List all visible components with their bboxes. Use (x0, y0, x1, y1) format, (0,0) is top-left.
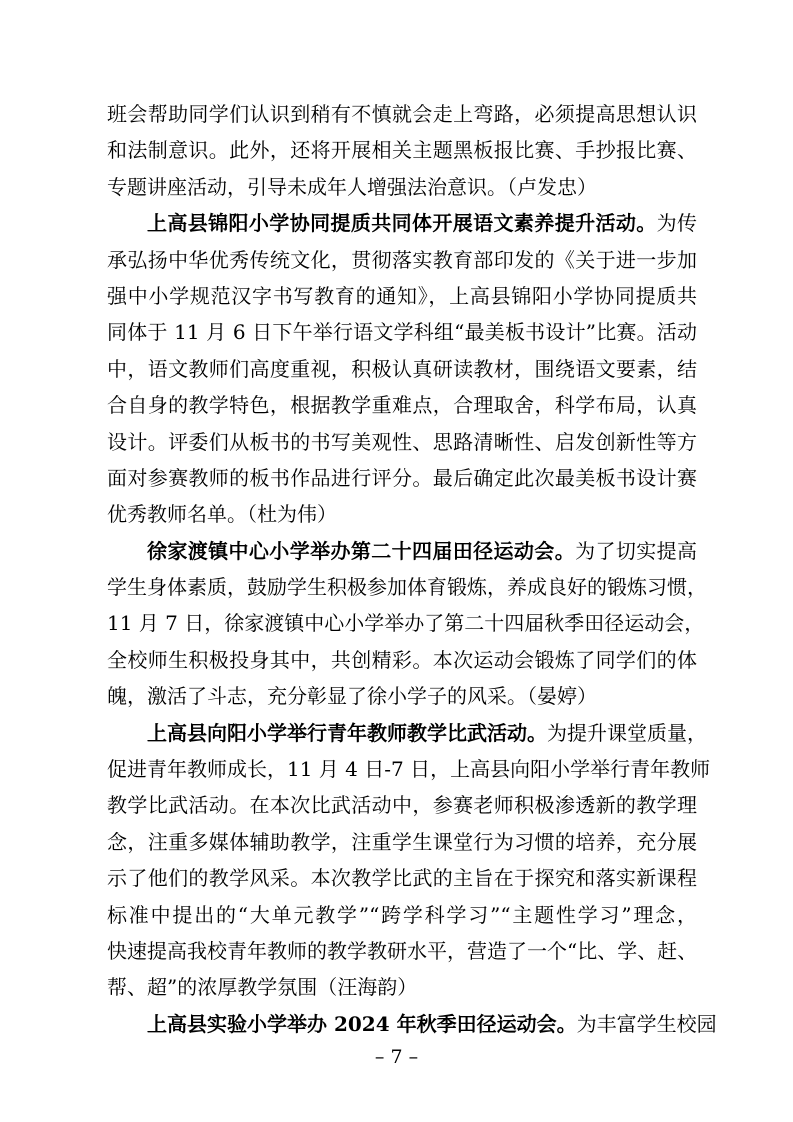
paragraph-first-line (107, 1006, 717, 1042)
body-text: 为丰富学生校园 (576, 1011, 717, 1036)
page-number: – 7 – (374, 1046, 419, 1068)
body-line: 帮、超”的浓厚教学氛围（汪海韵） (107, 975, 418, 1000)
body-line: 教学比武活动。在本次比武活动中，参赛老师积极渗透新的教学理 (107, 793, 697, 818)
body-text: 为提升课堂质量， (547, 720, 707, 745)
news-item-heading: 徐家渡镇中心小学举办第二十四届田径运动会。 (147, 538, 576, 563)
body-line: 示了他们的教学风采。本次教学比武的主旨在于探究和落实新课程 (107, 866, 697, 891)
body-line: 魄，激活了斗志，充分彰显了徐小学子的风采。（晏婷） (107, 684, 597, 709)
body-text: 为了切实提高 (575, 538, 698, 563)
body-line: 优秀教师名单。（杜为伟） (107, 502, 337, 527)
body-line: 念，注重多媒体辅助教学，注重学生课堂行为习惯的培养，充分展 (107, 829, 697, 854)
paragraph-first-line (107, 533, 697, 569)
body-line: 中，语文教师们高度重视，积极认真研读教材，围绕语文要素，结 (107, 356, 697, 381)
body-text: 为传 (656, 211, 698, 236)
body-line: 全校师生积极投身其中，共创精彩。本次运动会锻炼了同学们的体 (107, 647, 697, 672)
body-line: 快速提高我校青年教师的教学教研水平，营造了一个“比、学、赶、 (107, 938, 698, 963)
document-body (107, 96, 717, 1042)
news-item-heading: 上高县实验小学举办 2024 年秋季田径运动会。 (147, 1011, 577, 1036)
news-item-heading: 上高县锦阳小学协同提质共同体开展语文素养提升活动。 (147, 211, 657, 236)
body-line: 同体于 11 月 6 日下午举行语文学科组“最美板书设计”比赛。活动 (107, 320, 697, 345)
body-line: 强中小学规范汉字书写教育的通知》，上高县锦阳小学协同提质共 (107, 283, 697, 308)
body-line: 学生身体素质，鼓励学生积极参加体育锻炼，养成良好的锻炼习惯， (107, 575, 707, 600)
body-line: 设计。评委们从板书的书写美观性、思路清晰性、启发创新性等方 (107, 429, 697, 454)
paragraph-first-line (107, 205, 697, 241)
body-line: 专题讲座活动，引导未成年人增强法治意识。（卢发忠） (107, 174, 597, 199)
body-line: 合自身的教学特色，根据教学重难点，合理取舍，科学布局，认真 (107, 393, 697, 418)
body-line: 11 月 7 日，徐家渡镇中心小学举办了第二十四届秋季田径运动会， (107, 611, 705, 636)
body-line: 面对参赛教师的板书作品进行评分。最后确定此次最美板书设计赛 (107, 465, 697, 490)
body-line: 标准中提出的“大单元教学”“跨学科学习”“主题性学习”理念， (107, 902, 697, 927)
news-item-heading: 上高县向阳小学举行青年教师教学比武活动。 (147, 720, 547, 745)
paragraph-first-line (107, 715, 707, 751)
body-line: 促进青年教师成长，11 月 4 日-7 日，上高县向阳小学举行青年教师 (107, 757, 711, 782)
body-line: 承弘扬中华优秀传统文化，贯彻落实教育部印发的《关于进一步加 (107, 247, 697, 272)
body-line: 和法制意识。此外，还将开展相关主题黑板报比赛、手抄报比赛、 (107, 138, 697, 163)
body-line: 班会帮助同学们认识到稍有不慎就会走上弯路，必须提高思想认识 (107, 102, 697, 126)
